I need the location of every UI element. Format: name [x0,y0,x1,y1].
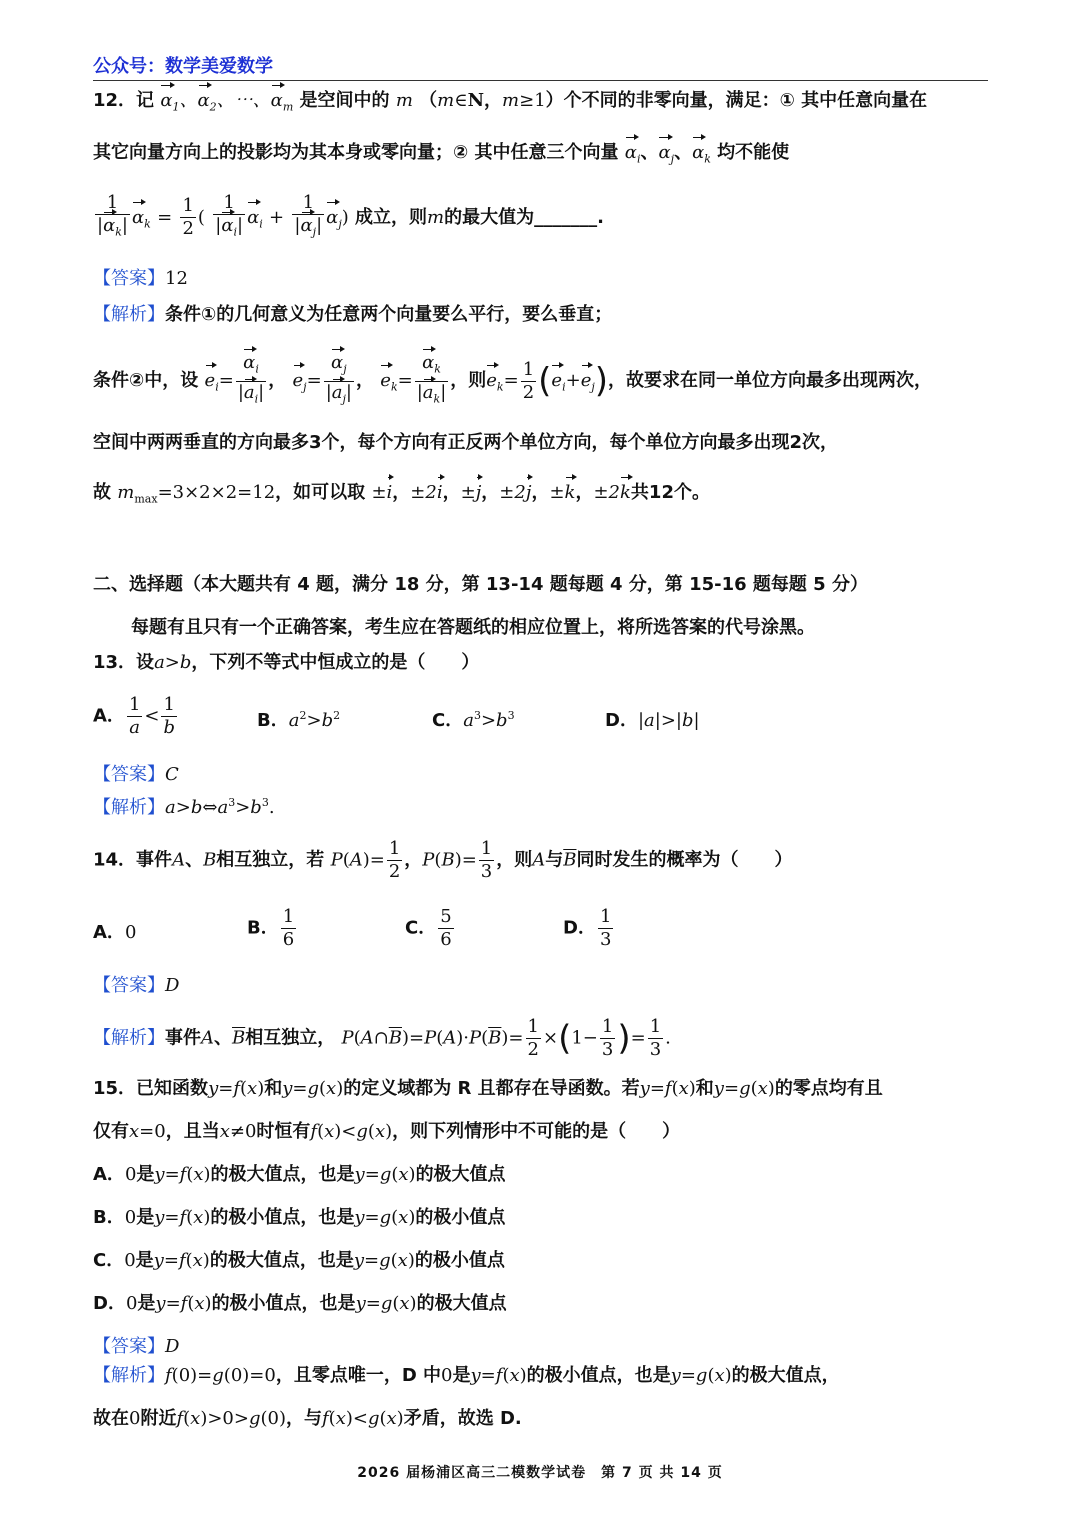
q13-option-b: B．$a^2>b^2$ [257,709,341,731]
q12-analysis2: 条件②中，设 $e_i=$ $\frac{\alpha_i}{|a_i|}$ ， $e_j=$ $\frac{\alpha_j}{|a_j|}$ ， $e_k=$ $\frac{\alpha_k}{|a_k|}$ ，则$e_k=$ $\frac{1}{2}$ $(e_i+e_j)$，故要求在同一单位方向最多出现两次， [93,352,932,410]
q15-stem2: 仅有x=0，且当x≠0时恒有f(x)<g(x)，则下列情形中不可能的是（ ） [93,1121,681,1142]
q14-option-b: B． $\frac{1}{6}$ [247,906,295,950]
q12-line3: $\frac{1}{|\alpha_k|}$ $\alpha_k$ = $\frac{1}{2}$ ( $\frac{1}{|\alpha_i|}$ $\alpha_i$ + $\frac{1}{|\alpha_j|}$ $\alpha_j$) 成立，则m的最大值为_______. [93,192,604,244]
q12-analysis4: 故 $m_{max}=3\times 2\times 2=12$，如可以取 ±i，±2i，±j，±2j，±k，±2k共12个。 [93,482,710,506]
q15-stem1: 15．已知函数y=f(x)和y=g(x)的定义域都为 R 且都存在导函数。若y=f(x)和y=g(x)的零点均有且 [93,1078,883,1099]
q12-answer: 【答案】12 [93,268,188,289]
header-brand: 公众号：数学美爱数学 [93,56,273,77]
q15-option-c: C．0是y=f(x)的极大值点，也是y=g(x)的极小值点 [93,1250,505,1271]
q13-option-c: C．$a^3>b^3$ [432,709,515,731]
q12-analysis1: 【解析】条件①的几何意义为任意两个向量要么平行，要么垂直； [93,304,613,325]
q12-line1: 12．记 $\alpha_1$、$\alpha_2$、⋯、$\alpha_m$ 是空间中的 m （m∈N，m≥1）个不同的非零向量，满足：① 其中任意向量在 [93,90,928,114]
q15-answer: 【答案】D [93,1336,180,1357]
q12-line2: 其它向量方向上的投影均为其本身或零向量；② 其中任意三个向量 $\alpha_i$、$\alpha_j$、$\alpha_k$ 均不能使 [93,142,790,166]
q15-option-b: B．0是y=f(x)的极小值点，也是y=g(x)的极小值点 [93,1207,506,1228]
q13-option-d: D．|a|>|b| [605,710,700,731]
q15-option-d: D．0是y=f(x)的极小值点，也是y=g(x)的极大值点 [93,1293,507,1314]
q15-analysis1: 【解析】f(0)=g(0)=0，且零点唯一，D 中0是y=f(x)的极小值点，也是y=g(x)的极大值点， [93,1365,840,1386]
q14-option-d: D． $\frac{1}{3}$ [563,906,612,950]
section2-instruction: 每题有且只有一个正确答案，考生应在答题纸的相应位置上，将所选答案的代号涂黑。 [131,617,815,638]
q14-answer: 【答案】D [93,975,180,996]
q14-option-a: A．0 [93,922,137,943]
q13-answer: 【答案】C [93,764,179,785]
page-footer: 2026 届杨浦区高三二模数学试卷 第 7 页 共 14 页 [357,1465,723,1481]
q15-option-a: A．0是y=f(x)的极大值点，也是y=g(x)的极大值点 [93,1164,506,1185]
q14-option-c: C． $\frac{5}{6}$ [405,906,452,950]
section2-title: 二、选择题（本大题共有 4 题，满分 18 分，第 13-14 题每题 4 分，第 15-16 题每题 5 分） [93,574,868,595]
q14-analysis: 【解析】事件A、$\overline{B}$相互独立， $P(A\cap\overline{B})=P(A)\cdot P(\overline{B})=$ $\frac{1}{2}$ ×(1− $\frac{1}{3}$ )= $\frac{1}{3}$ . [93,1016,671,1060]
q15-analysis2: 故在0附近f(x)>0>g(0)，与f(x)<g(x)矛盾，故选 D. [93,1408,522,1429]
q14-stem: 14．事件A、B相互独立，若 P(A)= $\frac{1}{2}$ ，P(B)= $\frac{1}{3}$ ，则A与$\overline{B}$同时发生的概率为（ ） [93,838,793,882]
q13-analysis: 【解析】$a>b\Leftrightarrow a^3>b^3$. [93,796,275,818]
q13-stem: 13．设a>b，下列不等式中恒成立的是（ ） [93,652,480,673]
q13-option-a: A． $\frac{1}{a}$ < $\frac{1}{b}$ [93,694,176,738]
q12-analysis3: 空间中两两垂直的方向最多3个，每个方向有正反两个单位方向，每个单位方向最多出现2次， [93,432,839,453]
header-divider [93,80,988,81]
